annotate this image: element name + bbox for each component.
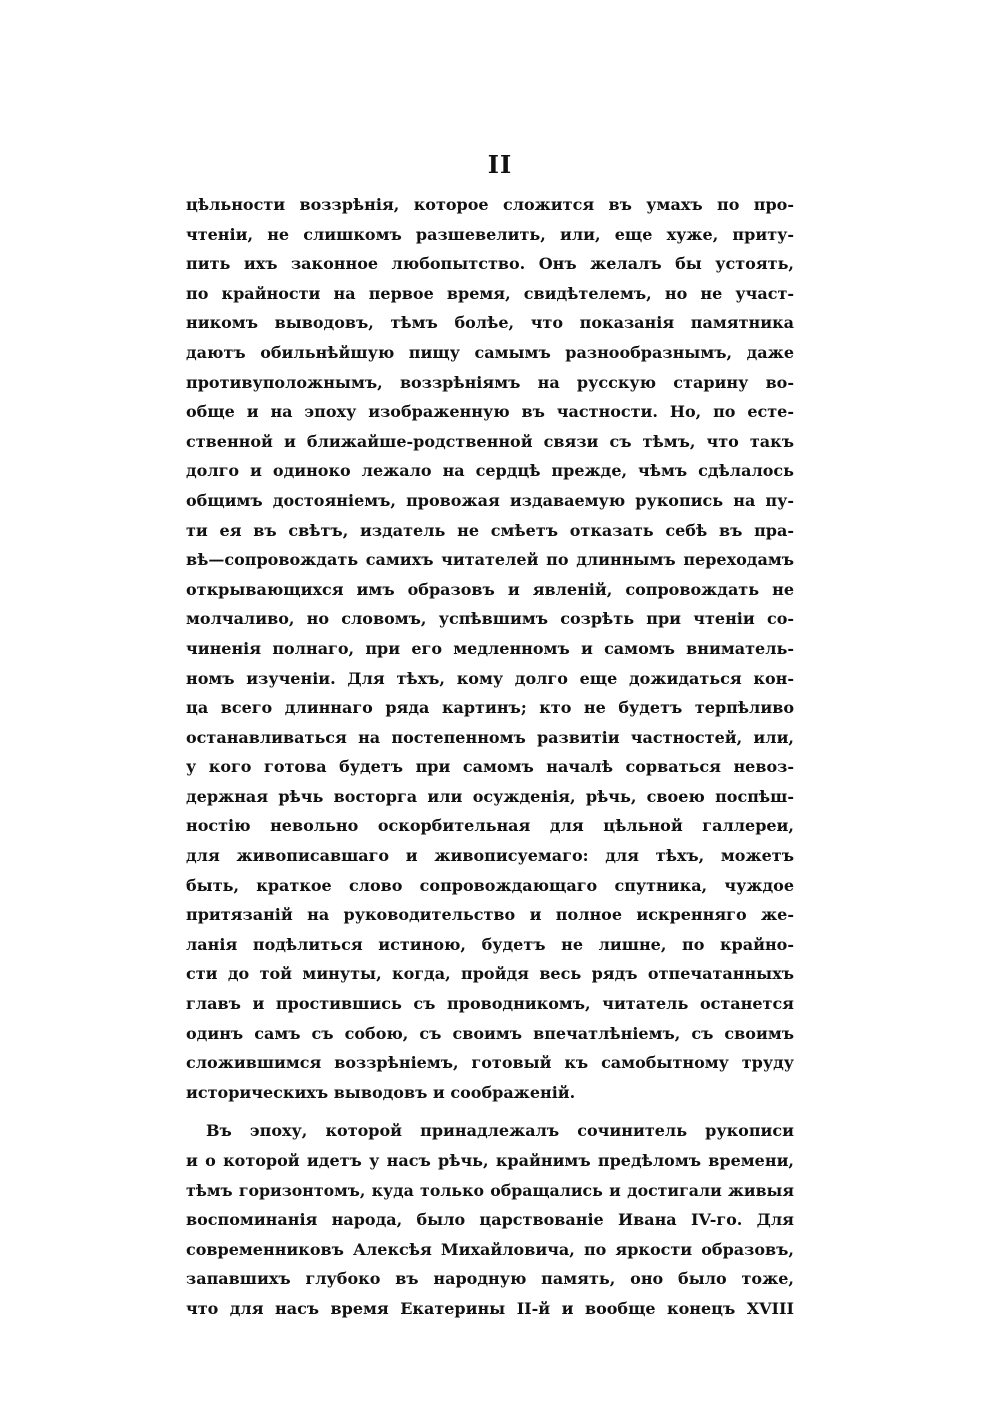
text-line: ностію невольно оскорбительная для цѣльной галлереи, bbox=[186, 816, 794, 836]
text-line: молчаливо, но словомъ, успѣвшимъ созрѣть при чтеніи со- bbox=[186, 609, 794, 629]
text-line: номъ изученіи. Для тѣхъ, кому долго еще дожидаться кон- bbox=[186, 668, 794, 688]
text-line: держная рѣчь восторга или осужденія, рѣчь, своею поспѣш- bbox=[186, 786, 794, 806]
text-line: современниковъ Алексѣя Михайловича, по яркости образовъ, bbox=[186, 1239, 794, 1259]
text-line: быть, краткое слово сопровождающаго спутника, чуждое bbox=[186, 875, 794, 895]
text-line: открывающихся имъ образовъ и явленій, сопровождать не bbox=[186, 579, 794, 599]
text-line: воспоминанія народа, было царствованіе Ивана IV-го. Для bbox=[186, 1210, 794, 1230]
text-line: ца всего длиннаго ряда картинъ; кто не будетъ терпѣливо bbox=[186, 698, 794, 718]
text-line: для живописавшаго и живописуемаго: для тѣхъ, можетъ bbox=[186, 846, 794, 866]
text-line: Въ эпоху, которой принадлежалъ сочинитель рукописи bbox=[206, 1121, 794, 1141]
text-line: одинъ самъ съ собою, съ своимъ впечатлѣніемъ, съ своимъ bbox=[186, 1023, 794, 1043]
text-line: чтеніи, не слишкомъ разшевелить, или, еще хуже, приту- bbox=[186, 224, 794, 244]
text-line: что для насъ время Екатерины II-й и вообще конецъ XVIII bbox=[186, 1298, 794, 1318]
text-line: у кого готова будетъ при самомъ началѣ сорваться невоз- bbox=[186, 757, 794, 777]
text-line: и о которой идетъ у насъ рѣчь, крайнимъ предѣломъ времени, bbox=[186, 1151, 794, 1170]
text-line: цѣльности воззрѣнія, которое сложится въ умахъ по про- bbox=[186, 195, 794, 214]
text-line: вѣ—сопровождать самихъ читателей по длиннымъ переходамъ bbox=[186, 550, 794, 570]
text-line: никомъ выводовъ, тѣмъ болѣе, что показанія памятника bbox=[186, 313, 794, 333]
text-line: чиненія полнаго, при его медленномъ и самомъ вниматель- bbox=[186, 638, 794, 658]
text-line: общимъ достояніемъ, провожая издаваемую рукопись на пу- bbox=[186, 490, 794, 510]
text-line: останавливаться на постепенномъ развитіи частностей, или, bbox=[186, 727, 794, 747]
text-line: пить ихъ законное любопытство. Онъ желалъ бы устоять, bbox=[186, 254, 794, 274]
text-line: по крайности на первое время, свидѣтелемъ, но не участ- bbox=[186, 283, 794, 303]
text-line: даютъ обильнѣйшую пищу самымъ разнообразнымъ, даже bbox=[186, 342, 794, 362]
text-line: ственной и ближайше-родственной связи съ тѣмъ, что такъ bbox=[186, 431, 794, 451]
page-number: II bbox=[487, 150, 513, 179]
paragraph-1 bbox=[186, 190, 794, 1107]
body-text bbox=[186, 190, 794, 1324]
text-line: главъ и простившись съ проводникомъ, читатель останется bbox=[186, 994, 794, 1014]
text-line: противуположнымъ, воззрѣніямъ на русскую старину во- bbox=[186, 372, 794, 392]
text-line: долго и одиноко лежало на сердцѣ прежде, чѣмъ сдѣлалось bbox=[186, 461, 794, 481]
text-line: ланія подѣлиться истиною, будетъ не лишне, по крайно- bbox=[186, 934, 794, 954]
text-line: запавшихъ глубоко въ народную память, оно было тоже, bbox=[186, 1269, 794, 1289]
paragraph-2 bbox=[186, 1116, 794, 1323]
text-line: ти ея въ свѣтъ, издатель не смѣетъ отказать себѣ въ пра- bbox=[186, 520, 794, 540]
text-line: обще и на эпоху изображенную въ частности. Но, по есте- bbox=[186, 402, 794, 422]
text-line: сти до той минуты, когда, пройдя весь рядъ отпечатанныхъ bbox=[186, 964, 794, 984]
text-line: сложившимся воззрѣніемъ, готовый къ самобытному труду bbox=[186, 1053, 794, 1073]
text-line: притязаній на руководительство и полное искренняго же- bbox=[186, 905, 794, 925]
text-line: историческихъ выводовъ и соображеній. bbox=[186, 1082, 576, 1102]
text-line: тѣмъ горизонтомъ, куда только обращались и достигали живыя bbox=[186, 1180, 794, 1200]
